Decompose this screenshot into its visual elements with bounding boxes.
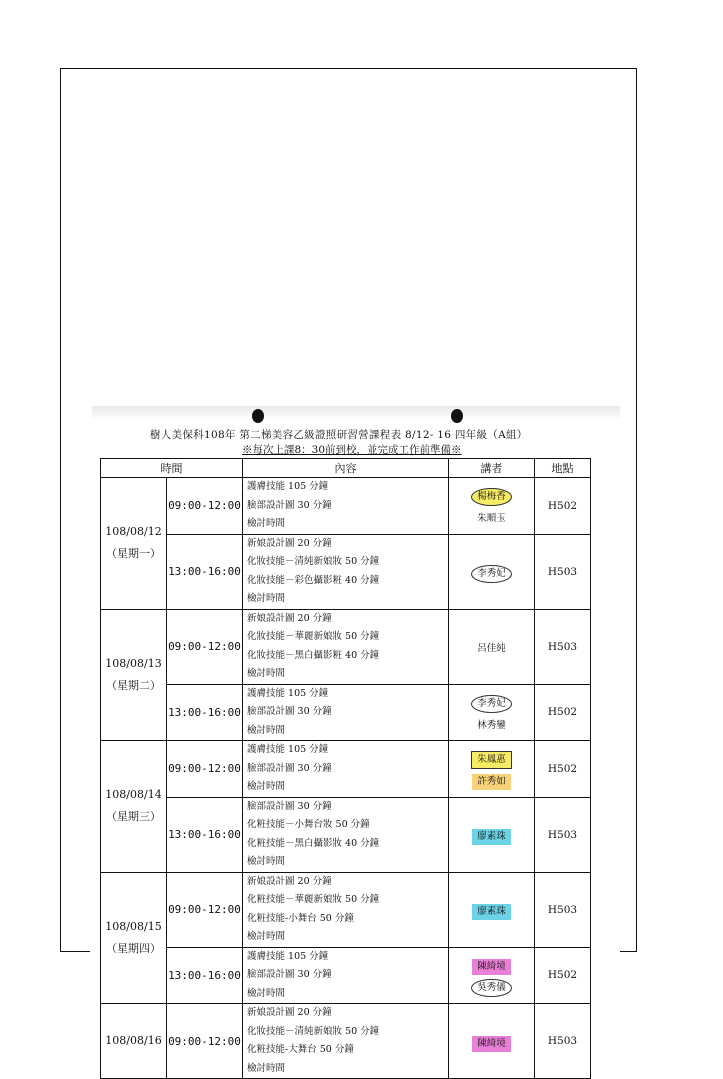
lecturer-name: 陳綺境	[472, 959, 511, 975]
lecturer-cell	[449, 797, 535, 872]
table-row	[101, 797, 591, 872]
table-row	[101, 1004, 591, 1079]
session-time: 13:00-16:00	[167, 947, 243, 1004]
content-line: 護膚技能 105 分鐘	[247, 950, 329, 962]
header-location: 地點	[535, 459, 591, 478]
weekday-label: （星期二）	[106, 678, 161, 692]
session-time: 09:00-12:00	[167, 741, 243, 798]
lecturer-name: 林秀鑾	[477, 719, 506, 731]
date-label: 108/08/15	[105, 919, 162, 933]
content-line: 檢討時間	[247, 856, 286, 867]
session-location: H503	[535, 1004, 591, 1079]
lecturer-name: 許秀如	[472, 774, 511, 790]
content-line: 檢討時間	[247, 987, 286, 999]
lecturer-name: 朱順玉	[477, 513, 506, 525]
header-content: 內容	[243, 459, 449, 478]
content-line: 新娘設計圖 20 分鐘	[247, 537, 332, 549]
paper-fold	[92, 406, 620, 420]
document-title: 樹人美保科108年 第二梯美容乙級證照研習營課程表 8/12- 16 四年級（A組）	[150, 429, 528, 441]
lecturer-cell	[449, 947, 535, 1004]
session-location: H502	[535, 741, 591, 798]
weekday-label: （星期三）	[106, 810, 161, 824]
content-line: 臉部設計圖 30 分鐘	[247, 800, 332, 812]
content-line: 化妝技能－黑白攝影粧 40 分鐘	[247, 649, 380, 661]
header-lecturer: 講者	[449, 459, 535, 478]
content-line: 化粧技能－小舞台妝 50 分鐘	[247, 819, 370, 830]
session-content	[243, 947, 449, 1004]
lecturer-name: 廖素珠	[472, 904, 511, 920]
content-line: 護膚技能 105 分鐘	[247, 481, 329, 492]
session-content	[243, 684, 449, 741]
session-content	[243, 1004, 449, 1079]
punch-hole	[451, 409, 463, 423]
lecturer-cell	[449, 1004, 535, 1079]
header-time: 時間	[101, 459, 243, 478]
session-time: 09:00-12:00	[167, 609, 243, 684]
content-line: 臉部設計圖 30 分鐘	[247, 499, 332, 511]
content-line: 護膚技能 105 分鐘	[247, 687, 329, 699]
date-label: 108/08/12	[105, 525, 162, 539]
session-location: H503	[535, 534, 591, 609]
session-time: 13:00-16:00	[167, 534, 243, 609]
session-time: 13:00-16:00	[167, 797, 243, 872]
session-content	[243, 741, 449, 798]
content-line: 化妝技能－清純新娘妝 50 分鐘	[247, 1025, 380, 1037]
day-date-cell	[101, 741, 167, 873]
day-date-cell	[101, 478, 167, 610]
day-date-cell	[101, 609, 167, 741]
date-label: 108/08/14	[105, 788, 162, 802]
table-row	[101, 741, 591, 798]
content-line: 化妝技能－清純新娘妝 50 分鐘	[247, 556, 380, 567]
day-date-cell	[101, 872, 167, 1004]
content-line: 化粧技能-小舞台 50 分鐘	[247, 912, 354, 924]
schedule-table	[100, 458, 591, 1079]
content-line: 檢討時間	[247, 593, 286, 604]
content-line: 新娘設計圖 20 分鐘	[247, 875, 332, 887]
session-content	[243, 609, 449, 684]
content-line: 新娘設計圖 20 分鐘	[247, 1007, 332, 1018]
table-row	[101, 947, 591, 1004]
content-line: 臉部設計圖 30 分鐘	[247, 762, 332, 774]
date-label: 108/08/16	[105, 1034, 162, 1047]
weekday-label: （星期一）	[106, 547, 161, 561]
punch-hole	[252, 409, 264, 423]
session-location: H502	[535, 947, 591, 1004]
weekday-label: （星期四）	[106, 941, 161, 955]
session-time: 09:00-12:00	[167, 478, 243, 535]
lecturer-name: 楊梅香	[471, 488, 512, 506]
date-label: 108/08/13	[105, 656, 162, 670]
header-row	[101, 459, 591, 478]
content-line: 檢討時間	[247, 668, 286, 679]
lecturer-cell	[449, 741, 535, 798]
table-row	[101, 534, 591, 609]
content-line: 檢討時間	[247, 724, 286, 736]
lecturer-name: 陳綺境	[472, 1036, 511, 1052]
content-line: 化粧技能-大舞台 50 分鐘	[247, 1044, 354, 1055]
content-line: 化妝技能－彩色攝影粧 40 分鐘	[247, 574, 380, 586]
session-location: H503	[535, 609, 591, 684]
lecturer-name: 吳秀儀	[471, 979, 512, 997]
session-content	[243, 797, 449, 872]
content-line: 護膚技能 105 分鐘	[247, 744, 329, 755]
content-line: 檢討時間	[247, 931, 286, 942]
table-row	[101, 872, 591, 947]
session-content	[243, 872, 449, 947]
table-row	[101, 684, 591, 741]
lecturer-cell	[449, 478, 535, 535]
session-time: 13:00-16:00	[167, 684, 243, 741]
session-location: H503	[535, 797, 591, 872]
lecturer-name: 朱鳳惠	[471, 751, 512, 769]
content-line: 新娘設計圖 20 分鐘	[247, 612, 332, 624]
content-line: 臉部設計圖 30 分鐘	[247, 706, 332, 717]
session-location: H503	[535, 872, 591, 947]
lecturer-name: 李秀妃	[471, 565, 512, 583]
session-location: H502	[535, 478, 591, 535]
session-content	[243, 478, 449, 535]
lecturer-name: 廖素珠	[472, 829, 511, 845]
session-time: 09:00-12:00	[167, 1004, 243, 1079]
lecturer-name: 李秀妃	[471, 695, 512, 713]
lecturer-cell	[449, 609, 535, 684]
content-line: 化妝技能－華麗新娘妝 50 分鐘	[247, 631, 380, 642]
content-line: 檢討時間	[247, 1062, 286, 1074]
content-line: 化粧技能－華麗新娘妝 50 分鐘	[247, 894, 380, 905]
lecturer-cell	[449, 684, 535, 741]
content-line: 化粧技能－黑白攝影妝 40 分鐘	[247, 837, 380, 849]
table-row	[101, 609, 591, 684]
lecturer-name: 呂佳純	[477, 643, 506, 654]
content-line: 臉部設計圖 30 分鐘	[247, 969, 332, 980]
content-line: 檢討時間	[247, 518, 286, 529]
session-content	[243, 534, 449, 609]
lecturer-cell	[449, 534, 535, 609]
session-time: 09:00-12:00	[167, 872, 243, 947]
document-notice: ※每次上課8：30前到校，並完成工作前準備※	[242, 444, 462, 456]
table-row	[101, 478, 591, 535]
session-location: H502	[535, 684, 591, 741]
day-date-cell	[101, 1004, 167, 1079]
lecturer-cell	[449, 872, 535, 947]
content-line: 檢討時間	[247, 781, 286, 792]
